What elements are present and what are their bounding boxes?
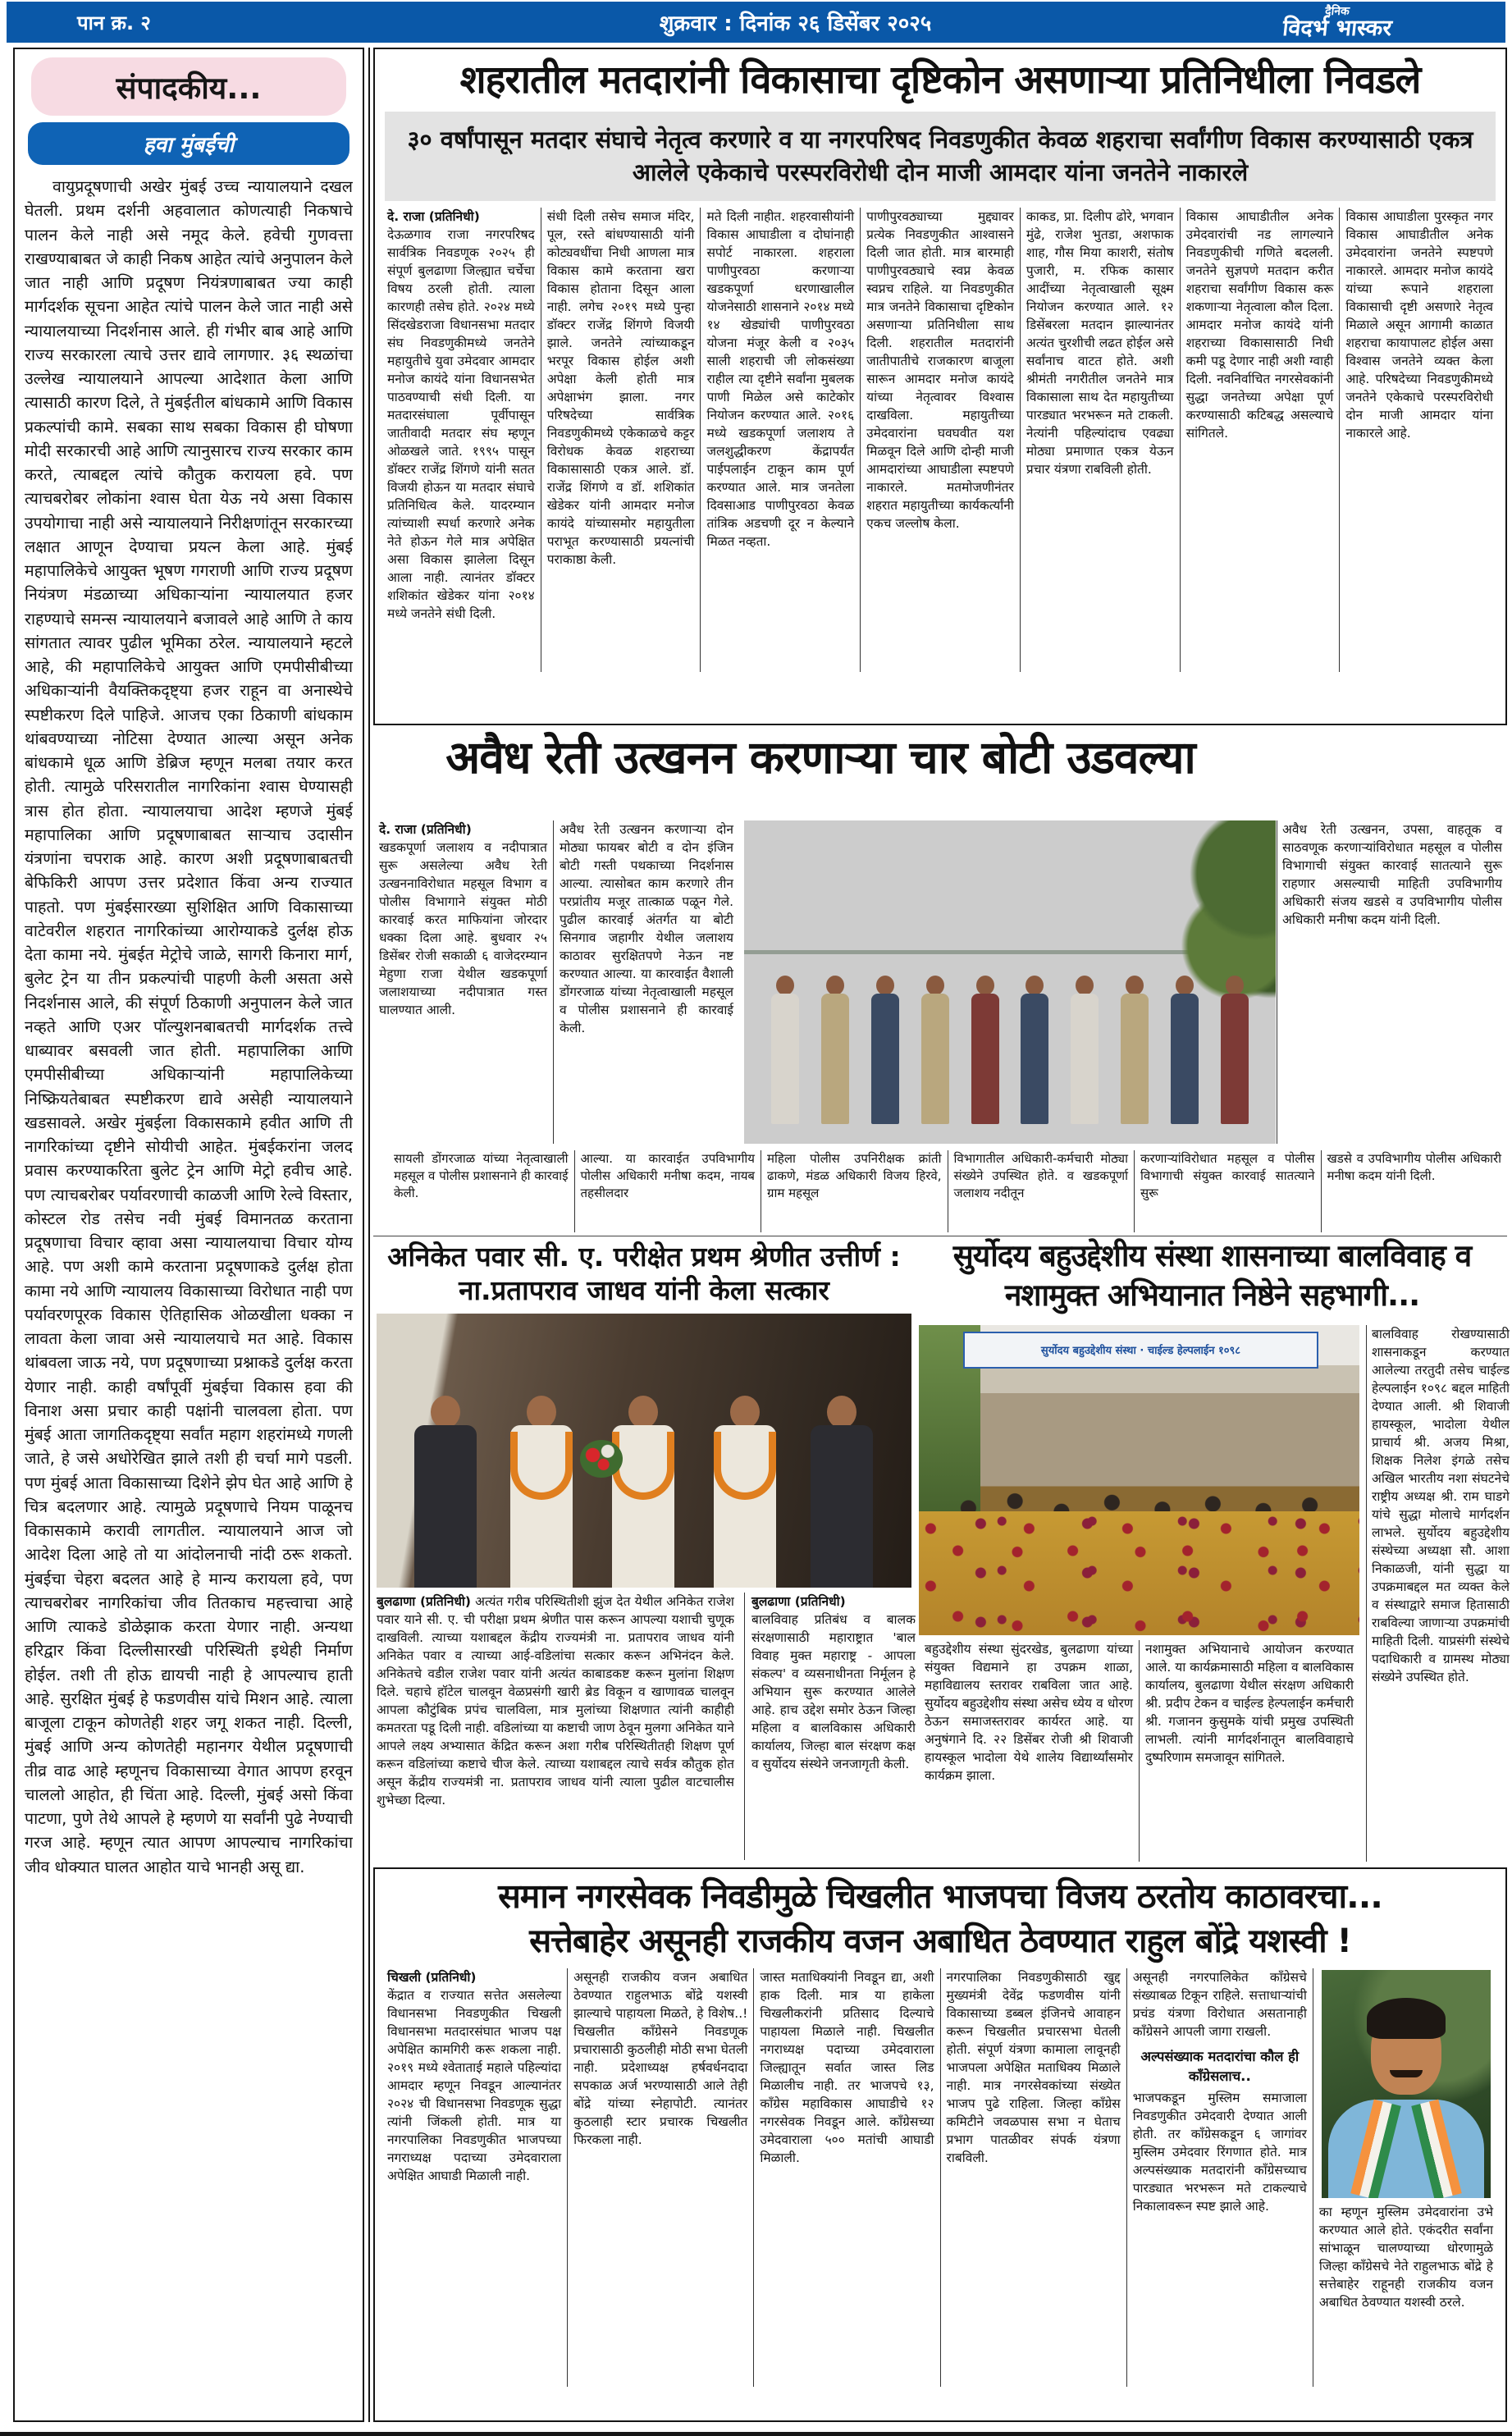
suryoday-byline: बुलढाणा (प्रतिनिधी) xyxy=(751,1594,846,1609)
floor-mat-graphic xyxy=(919,1511,1359,1635)
sand-byline: दे. राजा (प्रतिनिधी) xyxy=(379,822,472,837)
editorial-title: हवा मुंबईची xyxy=(28,122,349,165)
newspaper-logo xyxy=(1202,6,1505,39)
ca-body: अत्यंत गरीब परिस्थितीशी झुंज देत येथील अनिकेत राजेश पवार याने सी. ए. ची परीक्षा प्रथम श्रेणीत पास करून आपल्या यशाची चुणूक दाखविली. त्याच्या यशाबद्दल केंद्रीय राज्यमंत्री ना. प्रतापराव जाधव यांनी अनिकेत पवार व त्याच्या आई-वडिलांचा सत्कार करून अभिनंदन केले. अनिकेतचे वडील राजेश पवार यांनी अत्यंत काबाडकष्ट करून मुलांना शिक्षण दिले. चहाचे हॉटेल चालवून वेळप्रसंगी खारी ब्रेड विकून व खाणावळ चालवून आपला कौटुंबिक प्रपंच चालविला, मात्र मुलांच्या शिक्षणात त्यांनी काहीही कमतरता पडू दिली नाही. वडिलांच्या या कष्टाची जाण ठेवून मुलगा अनिकेत याने आपले लक्ष्य अभ्यासात केंद्रित करून अशा गरीब परिस्थितीतही शिक्षण पूर्ण करून वडिलांच्या कष्टाचे चीज केले. त्याच्या यशाबद्दल त्याचे सर्वत्र कौतुक होत असून केंद्रीय राज्यमंत्री ना. प्रतापराव जाधव यांनी त्याला पुढील वाटचालीस शुभेच्छा दिल्या. xyxy=(377,1594,734,1808)
sand-right-column: अवैध रेती उत्खनन, उपसा, वाहतूक व साठवणूक करणाऱ्यांविरोधात महसूल व पोलीस विभागाची संयुक्त कारवाई सातत्याने सुरू राहणार असल्याची माहिती उपविभागीय अधिकारी संजय खडसे व उपविभागीय पोलीस अधिकारी मनीषा कदम यांनी दिली. xyxy=(1277,820,1507,1144)
sand-article xyxy=(373,730,1507,1234)
caption-column-4: विभागातील अधिकारी-कर्मचारी मोठ्या संख्येने उपस्थित होते. व खडकपूर्णा जलाशय नदीतून xyxy=(948,1150,1135,1232)
page-number: पान क्र. २ xyxy=(77,11,151,34)
sand-column-1 xyxy=(373,820,553,1144)
lead-column-6: विकास आघाडीतील अनेक उमेदवारांची नड लागल्याने निवडणुकीची गणिते बदलली. जनतेने सुज्ञपणे मतदान करीत शहराचा सर्वांगीण विकास करू शकणाऱ्या नेतृत्वाला कौल दिला. आमदार मनोज कायंदे यांनी शहराच्या विकासासाठी निधी कमी पडू देणार नाही अशी ग्वाही दिली. नवनिर्वाचित नगरसेवकांनी सुद्धा जनतेच्या अपेक्षा पूर्ण करण्यासाठी कटिबद्ध असल्याचे सांगितले. xyxy=(1180,208,1340,672)
editorial-body: वायुप्रदूषणाची अखेर मुंबई उच्च न्यायालयाने दखल घेतली. प्रथम दर्शनी अहवालात कोणत्याही निकषाचे पालन केले नाही असे नमूद केले. हवेची गुणवत्ता राखण्याबाबत जे काही निकष आहेत त्यांचे अनुपालन केले जात नाही आणि प्रदूषण नियंत्रणाबाबत ज्या काही मार्गदर्शक सूचना आहेत त्यांचे पालन केले जात नाही असे न्यायालयाच्या निदर्शनास आले. ही गंभीर बाब आहे आणि राज्य सरकारला त्याचे उत्तर द्यावे लागणार. ३६ स्थळांचा उल्लेख न्यायालयाने आपल्या आदेशात केला आणि त्यासाठी कारण दिले, ते मुंबईतील बांधकामे आणि विकास प्रकल्पांची कामे. सबका साथ सबका विकास ही घोषणा मोदी सरकारची आहे आणि त्यानुसारच राज्य सरकार काम करते, त्याबद्दल त्यांचे कौतुक करायला हवे. पण त्याचबरोबर लोकांना श्वास घेता येऊ नये असा विकास उपयोगाचा नाही असे न्यायालयाने निरीक्षणांतून सरकारच्या लक्षात आणून देण्याचा प्रयत्न केला आहे. मुंबई महापालिकेचे आयुक्त भूषण गगराणी आणि राज्य प्रदूषण नियंत्रण मंडळाच्या अधिकाऱ्यांना न्यायालयात हजर राहण्याचे समन्स न्यायालयाने बजावले आहे आणि ते काय सांगतात त्यावर पुढील भूमिका ठरेल. न्यायालयाने म्हटले आहे, की महापालिकेचे आयुक्त आणि एमपीसीबीच्या अधिकाऱ्यांनी वैयक्तिकदृष्ट्या हजर राहून वा अनास्थेचे स्पष्टीकरण दिले पाहिजे. आजच एका ठिकाणी बांधकाम थांबवण्याच्या नोटिसा देण्यात आल्या असून अनेक बांधकामे धूळ आणि डेब्रिज म्हणून मलबा तयार करत होती. त्यामुळे परिसरातील नागरिकांना श्वास घेण्यासही त्रास होत होता. न्यायालयाचा आदेश म्हणजे मुंबई महापालिका आणि प्रदूषणाबाबत साऱ्याच उदासीन यंत्रणांना चपराक आहे. कारण अशी प्रदूषणाबाबतची बेफिकिरी आपण उत्तर प्रदेशात किंवा अन्य राज्यात पाहतो. पण मुंबईसारख्या सुशिक्षित आणि विकासाच्या वाटेवरील शहरात नागरिकांच्या आरोग्याकडे दुर्लक्ष होऊ देता कामा नये. मुंबईत मेट्रोचे जाळे, सागरी किनारा मार्ग, बुलेट ट्रेन या तीन प्रकल्पांची पाहणी केली असता असे निदर्शनास आले, की संपूर्ण ठिकाणी अनुपालन केले जात नव्हते आणि एअर पॉल्युशनबाबतची मार्गदर्शक तत्त्वे धाब्यावर बसवली जात होती. महापालिका आणि एमपीसीबीच्या अधिकाऱ्यांनी महापालिकेच्या निष्क्रियतेबाबत स्पष्टीकरण द्यावे असेही न्यायालयाने खडसावले. अखेर मुंबईला विकासकामे हवीत आणि ती नागरिकांच्या दृष्टीने सोयीची आहेत. मुंबईकरांना जलद प्रवास करण्याकरिता बुलेट ट्रेन आणि मेट्रो हवीच आहे. पण त्याचबरोबर पर्यावरणाची काळजी आणि रेल्वे विस्तार, कोस्टल रोड तसेच नवी मुंबई विमानतळ करताना प्रदूषणाचा विचार व्हावा असा न्यायालयाचा विचार योग्य आहे. पण अशी कामे करताना प्रदूषणाकडे दुर्लक्ष होता कामा नये आणि न्यायालय विकासाच्या विरोधात नाही पण पर्यावरणपूरक विकास ऐतिहासिक ओळखीला धक्का न लावता केला जावा असे न्यायालयाचे मत आहे. विकास थांबवला जाऊ नये, पण प्रदूषणाच्या प्रश्नाकडे दुर्लक्ष करता येणार नाही. काही वर्षांपूर्वी मुंबईचा विकास हवा की विनाश असा प्रचार काही पक्षांनी चालवला होता. पण मुंबई आता जागतिकदृष्ट्या सर्वांत महाग शहरांमध्ये गणली जाते, हे जसे अधोरेखित झाले तशी ही चर्चा मागे पडली. पण मुंबई आता विकासाच्या दिशेने झेप घेत आहे आणि हे चित्र बदलणार आहे. त्यामुळे प्रदूषणाचे नियम पाळूनच विकासकामे करावी लागतील. न्यायालयाने आज जो आदेश दिला आहे तो या आंदोलनाची नांदी ठरू शकतो. मुंबईचा चेहरा बदलत आहे हे मान्य करायला हवे, पण त्याचबरोबर नागरिकांचा जीव तितकाच महत्त्वाचा आहे आणि त्याकडे डोळेझाक करता येणार नाही. अन्यथा हरिद्वार किंवा दिल्लीसारखी परिस्थिती इथेही निर्माण होईल. तशी ती होऊ द्यायची नाही हे आपल्याच हाती आहे. सुरक्षित मुंबई हे फडणवीस यांचे मिशन आहे. त्याला बाजूला टाकून कोणतेही शहर जगू शकत नाही. दिल्ली, मुंबई आणि अन्य कोणतेही महानगर येथील प्रदूषणाची तीव्र वाढ आहे म्हणूनच विकासाच्या वेगात आपण हरवून चाललो आहोत, ही चिंता आहे. दिल्ली, मुंबई असो किंवा पाटणा, पुणे तेथे आपले हे म्हणणे या सर्वांनी पुढे नेण्याची गरज आहे. म्हणून त्यात आपण आपल्याच नागरिकांचा जीव धोक्यात घालत आहोत याचे भानही असू द्या. xyxy=(25,177,353,1876)
person-figure xyxy=(1215,976,1254,1124)
suryoday-body xyxy=(919,1640,1359,1862)
garland-graphic xyxy=(714,1432,776,1500)
person-figure xyxy=(916,976,955,1124)
lead-headline: शहरातील मतदारांनी विकासाचा दृष्टिकोन असणाऱ्या प्रतिनिधीला निवडले xyxy=(459,57,1421,103)
lead-column-text: देऊळगाव राजा नगरपरिषद सार्वत्रिक निवडणूक २०२५ ही संपूर्ण बुलढाणा जिल्ह्यात चर्चेचा विषय ठरली होती. त्याला कारणही तसेच होते. २०२४ मध्ये सिंदखेडराजा विधानसभा मतदार संघ निवडणुकीमध्ये जनतेने महायुतीचे युवा उमेदवार आमदार मनोज कायंदे यांना विधानसभेत पाठवण्याची संधी दिली. या मतदारसंघाला पूर्वीपासून जातीवादी मतदार संघ म्हणून ओळखले जाते. १९९५ पासून डॉक्टर राजेंद्र शिंगणे यांनी सतत विजयी होऊन या मतदार संघाचे प्रतिनिधित्व केले. यादरम्यान त्यांच्याशी स्पर्धा करणारे अनेक नेते होऊन गेले मात्र अपेक्षित असा विकास झालेला दिसून आला नाही. त्यानंतर डॉक्टर शशिकांत खेडेकर यांना २०१४ मध्ये जनतेने संधी दिली. xyxy=(387,226,535,621)
ca-byline: बुलढाणा (प्रतिनिधी) xyxy=(377,1594,471,1609)
person-figure xyxy=(815,976,855,1124)
lead-subhead: ३० वर्षांपासून मतदार संघाचे नेतृत्व करणारे व या नगरपरिषद निवडणुकीत केवळ शहराचा सर्वांगीण विकास करण्यासाठी एकत्र आलेले एकेकाचे परस्परविरोधी दोन माजी आमदार यांना जनतेने नाकारले xyxy=(385,112,1496,201)
sand-headline: अवैध रेती उत्खनन करणाऱ्या चार बोटी उडवल्या xyxy=(445,731,1195,784)
caption-column-5: करणाऱ्यांविरोधात महसूल व पोलीस विभागाची संयुक्त कारवाई सातत्याने सुरू xyxy=(1134,1150,1321,1232)
person-figure xyxy=(805,1396,879,1588)
suryoday-headline: सुर्योदय बहुउद्देशीय संस्था शासनाच्या बालविवाह व नशामुक्त अभियानात निष्ठेने सहभागी... xyxy=(952,1238,1472,1314)
column-divider xyxy=(368,48,370,2422)
person-figure xyxy=(1165,976,1204,1124)
boats-raid-photo xyxy=(744,820,1276,1144)
ca-headline-line2: ना.प्रतापराव जाधव यांनी केला सत्कार xyxy=(459,1274,829,1307)
lead-column-1 xyxy=(381,208,541,672)
ca-article-text xyxy=(377,1593,734,1860)
suryoday-right-column: बालविवाह रोखण्यासाठी शासनाकडून करण्यात आलेल्या तरतुदी तसेच चाईल्ड हेल्पलाईन १०९८ बद्दल माहिती देण्यात आली. श्री शिवाजी हायस्कूल, भादोला येथील प्राचार्य श्री. अजय मिश्रा, शिक्षक निलेश इंगळे तसेच अखिल भारतीय नशा संघटनेचे राष्ट्रीय अध्यक्ष श्री. राम घाडगे यांचे सुद्धा मोलाचे मार्गदर्शन लाभले. सुर्योदय बहुउद्देशीय संस्थेच्या अध्यक्षा सौ. आशा निकाळजी, यांनी सुद्धा या उपक्रमाबद्दल मत व्यक्त केले व संस्थाद्वारे समाज हितासाठी राबविल्या जाणाऱ्या उपक्रमांची माहिती दिली. याप्रसंगी संस्थेचे पदाधिकारी व ग्रामस्थ मोठ्या संख्येने उपस्थित होते. xyxy=(1366,1325,1510,1862)
suryoday-column-1 xyxy=(744,1593,916,1860)
event-banner: सुर्योदय बहुउद्देशीय संस्था · चाईल्ड हेल्पलाईन १०९८ xyxy=(963,1332,1319,1369)
sand-caption-row xyxy=(388,1150,1507,1232)
person-figure xyxy=(409,1396,482,1588)
person-figure xyxy=(1016,976,1055,1124)
person-figure xyxy=(1066,976,1105,1124)
bottom-headline-line2: सत्तेबाहेर असूनही राजकीय वजन अबाधित ठेवण्यात राहुल बोंद्रे यशस्वी ! xyxy=(529,1922,1351,1961)
lead-column-4: पाणीपुरवठ्याच्या मुद्द्यावर प्रत्येक निवडणुकीत आश्वासने दिली जात होती. मात्र बारमाही पाणीपुरवठ्याचे स्वप्न केवळ स्वप्नच राहिले. या निवडणुकीत मात्र जनतेने विकासाचा दृष्टिकोन असणाऱ्या प्रतिनिधीला साथ दिली. शहरातील मतदारांनी जातीपातीचे राजकारण बाजूला सारून आमदार मनोज कायंदे यांच्या नेतृत्वावर विश्वास दाखविला. महायुतीच्या उमेदवारांना घवघवीत यश मिळवून दिले आणि दोन्ही माजी आमदारांच्या आघाडीला स्पष्टपणे नाकारले. मतमोजणीनंतर शहरात महायुतीच्या कार्यकर्त्यांनी एकच जल्लोष केला. xyxy=(860,208,1020,672)
suryoday-column-2: बहुउद्देशीय संस्था सुंदरखेड, बुलढाणा यांच्या संयुक्त विद्यमाने हा उपक्रम शाळा, महाविद्यालय स्तरावर राबविला जात आहे. सुर्योदय बहुउद्देशीय संस्था असेच ध्येय व धोरण ठेऊन समाजस्तरावर कार्यरत आहे. या अनुषंगाने दि. २२ डिसेंबर रोजी श्री शिवाजी हायस्कूल भादोला येथे शालेय विद्यार्थ्यांसमोर कार्यक्रम झाला. xyxy=(925,1642,1133,1783)
bottom-column-2: असूनही राजकीय वजन अबाधित ठेवण्यात राहुलभाऊ बोंद्रे यशस्वी झाल्याचे पाहायला मिळते, हे विशेष..! चिखलीत काँग्रेसने निवडणूक प्रचारासाठी कुठलीही मोठी सभा घेतली नाही. प्रदेशाध्यक्ष हर्षवर्धनदादा सपकाळ अर्ज भरण्यासाठी आले तेही बोंद्रे यांच्या स्नेहापोटी. त्यानंतर कुठलाही स्टार प्रचारक चिखलीत फिरकला नाही. xyxy=(567,1968,753,2387)
bottom-column-3: जास्त मताधिक्यांनी निवडून द्या, अशी हाक दिली. मात्र या हाकेला चिखलीकरांनी प्रतिसाद दिल्याचे पाहायला मिळाले नाही. चिखलीत नगराध्यक्ष पदाच्या उमेदवाराला जिल्ह्यातून सर्वात जास्त लिड मिळालीच नाही. तर भाजपचे १३, काँग्रेस महाविकास आघाडीचे १२ नगरसेवक निवडून आले. काँग्रेसच्या उमेदवाराला ५०० मतांची आघाडी मिळाली. xyxy=(753,1968,939,2387)
garland-graphic xyxy=(612,1432,674,1500)
date-line: शुक्रवार : दिनांक २६ डिसेंबर २०२५ xyxy=(659,11,932,36)
garland-graphic xyxy=(510,1432,573,1500)
bottom-column-1 xyxy=(381,1968,567,2387)
middle-band xyxy=(373,1236,1510,1865)
bottom-column-5 xyxy=(1126,1968,1313,2387)
bouquet-graphic xyxy=(580,1440,623,1478)
awareness-program-photo xyxy=(919,1325,1359,1635)
bottom-column-4: नगरपालिका निवडणुकीसाठी खुद्द मुख्यमंत्री देवेंद्र फडणवीस यांनी विकासाच्या डब्बल इंजिनचे आवाहन करून चिखलीत प्रचारसभा घेतली होती. संपूर्ण यंत्रणा कामाला लावूनही भाजपला अपेक्षित मताधिक्य मिळाले नाही. मात्र नगरसेवकांच्या संख्येत भाजप पुढे राहिला. जिल्हा काँग्रेस कमिटीने जवळपास सभा न घेताच प्रभाग पातळीवर संपर्क यंत्रणा राबविली. xyxy=(940,1968,1126,2387)
lead-column-5: काकड, प्रा. दिलीप ढोरे, भगवान मुंढे, राजेश भुतडा, अशफाक शाह, गौस मिया काशरी, संतोष पुजारी, म. रफिक कासार आदींच्या नेतृत्वाखाली सूक्ष्म नियोजन करण्यात आले. १२ डिसेंबरला मतदान झाल्यानंतर अत्यंत चुरशीची लढत होईल असे सर्वांनाच वाटत होते. अशी श्रीमंती नगरीतील जनतेने मात्र विकासाला साथ देत महायुतीच्या पारड्यात भरभरून मते टाकली. नेत्यांनी पहिल्यांदाच एवढ्या मोठ्या प्रमाणात एकत्र येऊन प्रचार यंत्रणा राबविली होती. xyxy=(1020,208,1180,672)
bottom-body xyxy=(381,1968,1499,2387)
lead-article xyxy=(373,48,1507,725)
sand-column-2: अवैध रेती उत्खनन करणाऱ्या दोन मोठ्या फायबर बोटी व दोन इंजिन बोटी गस्ती पथकाच्या निदर्शनास आल्या. त्यासोबत काम करणारे तीन परप्रांतीय मजूर तात्काळ पळून गेले. पुढील कारवाई अंतर्गत या बोटी सिनगाव जहागीर येथील जलाशय काठावर सुरक्षितपणे नेऊन नष्ट करण्यात आल्या. या कारवाईत वैशाली डोंगरजाळ यांच्या नेतृत्वाखाली महसूल व पोलीस प्रशासनाने ही कारवाई केली. xyxy=(553,820,739,1144)
caption-column-6: खडसे व उपविभागीय पोलीस अधिकारी मनीषा कदम यांनी दिली. xyxy=(1321,1150,1508,1232)
caption-column-1: सायली डोंगरजाळ यांच्या नेतृत्वाखाली महसूल व पोलीस प्रशासनाने ही कारवाई केली. xyxy=(394,1151,569,1200)
person-figure xyxy=(1115,976,1154,1124)
rahul-bondre-portrait-photo xyxy=(1322,1970,1491,2198)
bottom-subhead: अल्पसंख्याक मतदारांचा कौल ही काँग्रेसलाच.. xyxy=(1140,2049,1300,2084)
person-figure xyxy=(708,1396,782,1588)
officials-row xyxy=(765,976,1254,1124)
hair-graphic xyxy=(1367,1998,1446,2039)
person-figure xyxy=(866,976,905,1124)
person-figure xyxy=(765,976,805,1124)
masthead-bar xyxy=(7,2,1505,43)
bottom-byline: चिखली (प्रतिनिधी) xyxy=(387,1970,477,1986)
sand-body xyxy=(373,820,1276,1144)
bottom-column5-text-2: भाजपकडून मुस्लिम समाजाला निवडणुकीत उमेदवारी देण्यात आली होती. तर काँग्रेसकडून ६ जागांवर मुस्लिम उमेदवार रिंगणात होते. मात्र अल्पसंख्याक मतदारांनी काँग्रेसच्याच पारड्यात भरभरून मते टाकल्याचे निकालावरून स्पष्ट झाले आहे. xyxy=(1132,2090,1307,2214)
bottom-column1-text: केंद्रात व राज्यात सत्तेत असलेल्या विधानसभा निवडणुकीत चिखली विधानसभा मतदारसंघात भाजप पक्ष अपेक्षित कामगिरी करू शकला नाही. २०१९ मध्ये श्वेताताई महाले पहिल्यांदा आमदार म्हणून निवडून आल्यानंतर २०२४ ची विधानसभा निवडणूक सुद्धा त्यांनी जिंकली होती. मात्र या नगरपालिका निवडणुकीत भाजपच्या नगराध्यक्ष पदाच्या उमेदवाराला अपेक्षित आघाडी मिळाली नाही. xyxy=(387,1988,562,2184)
felicitation-photo xyxy=(377,1314,911,1588)
brand-small: दैनिक xyxy=(1324,4,1350,18)
bottom-column-6 xyxy=(1313,1968,1499,2387)
bottom-column5-text: असूनही नगरपालिकेत काँग्रेसचे संख्याबळ टिकून राहिले. सत्ताधाऱ्यांची प्रचंड यंत्रणा विरोधात असतानाही काँग्रेसने आपली जागा राखली. xyxy=(1132,1970,1307,2040)
person-figure xyxy=(505,1396,578,1588)
caption-column-2: आल्या. या कारवाईत उपविभागीय पोलीस अधिकारी मनीषा कदम, नायब तहसीलदार xyxy=(574,1150,761,1232)
lead-column-3: मते दिली नाहीत. शहरवासीयांनी विकास आघाडीला व दोघांनाही सपोर्ट नाकारला. शहराला पाणीपुरवठा करणाऱ्या खडकपूर्णा धरणाखालील योजनेसाठी शासनाने २०१४ मध्ये १४ खेड्यांची पाणीपुरवठा योजना मंजूर केली व २०३५ साली शहराची जी लोकसंख्या राहील त्या दृष्टीने सर्वांना मुबलक पाणी मिळेल असे काटेकोर नियोजन करण्यात आले. २०१६ मध्ये खडकपूर्णा जलाशय ते जलशुद्धीकरण केंद्रापर्यंत पाईपलाईन टाकून काम पूर्ण करण्यात आले. मात्र जनतेला दिवसाआड पाणीपुरवठा केवळ तांत्रिक अडचणी दूर न केल्याने मिळत नव्हता. xyxy=(700,208,860,672)
bottom-headline-line1: समान नगरसेवक निवडीमुळे चिखलीत भाजपचा विजय ठरतोय काठावरचा... xyxy=(498,1876,1382,1916)
editorial-column xyxy=(13,48,364,2422)
ca-headline-line1: अनिकेत पवार सी. ए. परीक्षेत प्रथम श्रेणीत उत्तीर्ण : xyxy=(387,1241,901,1273)
sand-column-text: खडकपूर्णा जलाशय व नदीपात्रात सुरू असलेल्या अवैध रेती उत्खननाविरोधात महसूल विभाग व पोलीस विभागाने संयुक्त मोठी कारवाई करत माफियांना जोरदार धक्का दिला आहे. बुधवार २५ डिसेंबर रोजी सकाळी ६ वाजेदरम्यान मेहुणा राजा येथील खडकपूर्णा जलाशयाच्या नदीपात्रात गस्त घालण्यात आली. xyxy=(379,840,547,1017)
brand-name: विदर्भ भास्कर xyxy=(1281,15,1394,41)
moustache-graphic xyxy=(1390,2070,1423,2077)
ca-headline xyxy=(373,1240,915,1308)
tricolor-scarf-graphic xyxy=(1357,2101,1455,2198)
bottom-article xyxy=(373,1867,1507,2422)
suryoday-column1-text: बालविवाह प्रतिबंध व बालक संरक्षणासाठी महाराष्ट्रात 'बाल विवाह मुक्त महाराष्ट्र - आपला संकल्प' व व्यसनाधीनता निर्मूलन हे अभियान सुरू करण्यात आलेले आहे. हाच उद्देश समोर ठेऊन जिल्हा महिला व बालविकास अधिकारी कार्यालय, जिल्हा बाल संरक्षण कक्ष व सुर्योदय संस्थेने जनजागृती केली. xyxy=(751,1612,916,1771)
caption-column-3: महिला पोलीस उपनिरीक्षक क्रांती ढाकणे, मंडळ अधिकारी विजय हिरवे, ग्राम महसूल xyxy=(761,1150,948,1232)
lead-body xyxy=(381,208,1499,672)
person-figure xyxy=(606,1396,680,1588)
suryoday-column-3: नशामुक्त अभियानाचे आयोजन करण्यात आले. या कार्यक्रमासाठी महिला व बालविकास कार्यालय, बुलढाणा येथील संरक्षण अधिकारी श्री. प्रदीप टेकन व चाईल्ड हेल्पलाईन कर्मचारी श्री. गजानन कुसुमके यांची प्रमुख उपस्थिती लाभली. त्यांनी मार्गदर्शनातून बालविवाहाचे दुष्परिणाम समजावून सांगितले. xyxy=(1139,1640,1359,1862)
trees-graphic xyxy=(1177,820,1276,999)
lead-byline: दे. राजा (प्रतिनिधी) xyxy=(387,208,480,224)
lead-column-2: संधी दिली तसेच समाज मंदिर, पूल, रस्ते बांधण्यासाठी यांनी कोट्यवधींचा निधी आणला मात्र विकास कामे करताना खरा विकास होताना दिसून आला नाही. लगेच २०१९ मध्ये पुन्हा डॉक्टर राजेंद्र शिंगणे विजयी झाले. जनतेने त्यांच्याकडून भरपूर विकास होईल अशी अपेक्षा केली होती मात्र अपेक्षाभंग झाला. नगर परिषदेच्या सार्वत्रिक निवडणुकीमध्ये एकेकाळचे कट्टर विरोधक केवळ शहराच्या विकासासाठी एकत्र आले. डॉ. राजेंद्र शिंगणे व डॉ. शशिकांत खेडेकर यांनी आमदार मनोज कायंदे यांच्यासमोर महायुतीला पराभूत करण्यासाठी प्रयत्नांची पराकाष्ठा केली. xyxy=(541,208,701,672)
bottom-column6-text: का म्हणून मुस्लिम उमेदवारांना उभे करण्यात आले होते. एकंदरीत सर्वांना सांभाळून चालण्याच्या धोरणामुळे जिल्हा काँग्रेसचे नेते राहुलभाऊ बोंद्रे हे सत्तेबाहेर राहूनही राजकीय वजन अबाधित ठेवण्यात यशस्वी ठरले. xyxy=(1318,2205,1494,2310)
editorial-kicker: संपादकीय... xyxy=(31,57,346,116)
lead-column-7: विकास आघाडीला पुरस्कृत नगर विकास आघाडीतील अनेक उमेदवारांना जनतेने स्पष्टपणे नाकारले. आमदार मनोज कायंदे यांच्या रूपाने शहराला विकासाची दृष्टी असणारे नेतृत्व मिळाले असून आगामी काळात शहराचा कायापालट होईल असा विश्वास जनतेने व्यक्त केला आहे. परिषदेच्या निवडणुकीमध्ये जनतेने एकेकाचे परस्परविरोधी दोन माजी आमदार यांना नाकारले आहे. xyxy=(1339,208,1499,672)
person-figure xyxy=(966,976,1005,1124)
